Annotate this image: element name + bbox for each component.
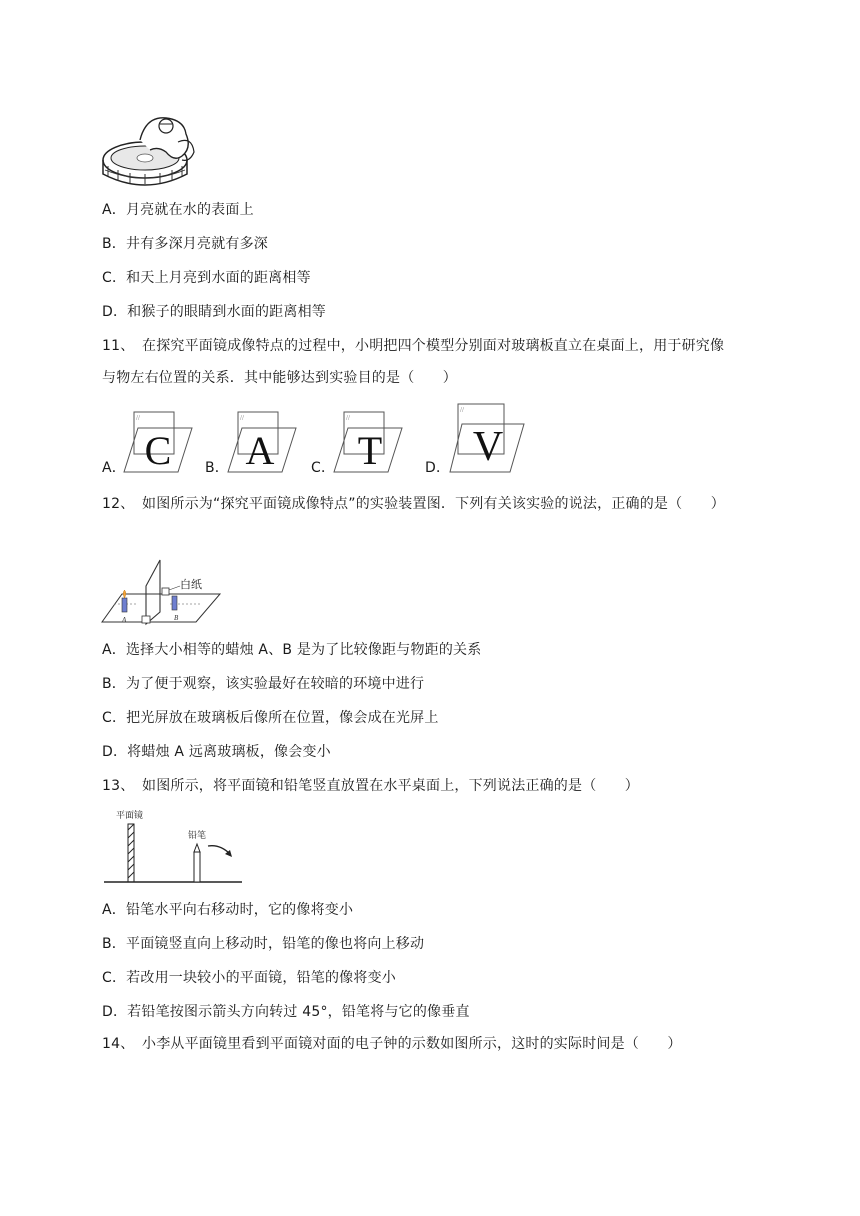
q11-option-c-letter: T: [357, 428, 383, 473]
q11-option-a-label: A．: [102, 460, 126, 476]
q13-option-c: C．若改用一块较小的平面镜，铅笔的像将变小: [102, 970, 396, 986]
q11-option-d-label: D．: [425, 460, 451, 476]
q13-option-b: B．平面镜竖直向上移动时，铅笔的像也将向上移动: [102, 936, 425, 952]
q11-text-line2: 与物左右位置的关系．其中能够达到实验目的是（ ）: [102, 370, 457, 386]
q11-stem-line1: [102, 336, 724, 356]
q10-option-c: C．和天上月亮到水面的距离相等: [102, 270, 311, 286]
q10-option-d: D．和猴子的眼睛到水面的距离相等: [102, 304, 326, 320]
mirror-label: 平面镜: [116, 811, 144, 821]
q13-number: 13、: [102, 778, 135, 794]
candle-b-label: B: [174, 614, 179, 622]
q11-option-b-letter: A: [245, 428, 275, 473]
q12-stem: [102, 494, 725, 514]
q11-option-c-figure: [330, 408, 410, 476]
paper-label: 白纸: [180, 578, 202, 591]
q11-option-c-label: C．: [311, 460, 336, 476]
q12-option-d: D．将蜡烛 A 远离玻璃板，像会变小: [102, 744, 331, 760]
q12-number: 12、: [102, 496, 135, 512]
q11-option-b-figure: [224, 408, 304, 476]
q11-option-a-letter: C: [144, 428, 172, 473]
q11-option-d-letter: V: [472, 424, 504, 470]
monkey-well-figure: [100, 112, 200, 188]
q12-option-a: A．选择大小相等的蜡烛 A、B 是为了比较像距与物距的关系: [102, 642, 482, 658]
q12-option-b: B．为了便于观察，该实验最好在较暗的环境中进行: [102, 676, 425, 692]
q11-option-b-label: B．: [205, 460, 230, 476]
q10-option-a: A．月亮就在水的表面上: [102, 202, 254, 218]
pencil-label: 铅笔: [188, 831, 207, 841]
svg-text://: //: [240, 414, 244, 422]
q14-number: 14、: [102, 1036, 135, 1052]
svg-text://: //: [136, 414, 140, 422]
q11-number: 11、: [102, 338, 135, 354]
q12-text: 如图所示为“探究平面镜成像特点”的实验装置图．下列有关该实验的说法，正确的是（ ）: [142, 496, 725, 512]
q13-text: 如图所示，将平面镜和铅笔竖直放置在水平桌面上，下列说法正确的是（ ）: [142, 778, 639, 794]
svg-text://: //: [460, 406, 464, 414]
q14-stem: [102, 1034, 682, 1054]
mirror-pencil-figure: [102, 806, 244, 888]
q11-option-d-figure: [446, 400, 530, 476]
q10-option-b: B．井有多深月亮就有多深: [102, 236, 269, 252]
q11-option-a-figure: [120, 408, 200, 476]
candle-experiment-figure: [100, 552, 224, 626]
q12-option-c: C．把光屏放在玻璃板后像所在位置，像会成在光屏上: [102, 710, 439, 726]
q14-text: 小李从平面镜里看到平面镜对面的电子钟的示数如图所示，这时的实际时间是（ ）: [142, 1036, 682, 1052]
q13-option-a: A．铅笔水平向右移动时，它的像将变小: [102, 902, 354, 918]
candle-a-label: A: [122, 616, 127, 624]
q13-stem: [102, 776, 639, 796]
q13-option-d: D．若铅笔按图示箭头方向转过 45°，铅笔将与它的像垂直: [102, 1004, 470, 1020]
svg-text://: //: [346, 414, 350, 422]
q11-text-line1: 在探究平面镜成像特点的过程中，小明把四个模型分别面对玻璃板直立在桌面上，用于研究像: [142, 338, 725, 354]
